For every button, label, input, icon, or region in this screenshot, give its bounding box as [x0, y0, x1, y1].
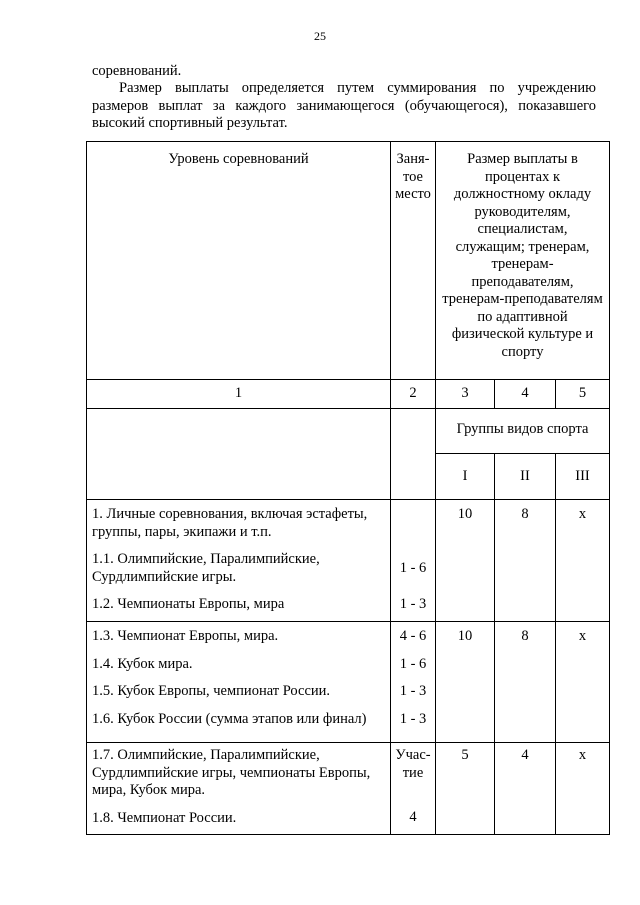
value-group-I: 5 — [436, 743, 495, 835]
group-III: III — [556, 454, 610, 500]
item-place: Учас- тие — [395, 747, 431, 781]
value-group-II: 4 — [495, 743, 556, 835]
groups-title-row — [87, 409, 610, 454]
column-number-1: 1 — [87, 380, 391, 409]
paragraph-payment-rule: Размер выплаты определяется путем суммирования по учреждению размеров выплат за каждого занимающегося (обучающегося), показавшего высокий спортивный результат. — [92, 80, 596, 131]
block-2-places — [391, 622, 436, 743]
item-label: 1.6. Кубок России (сумма этапов или финал) — [92, 710, 367, 727]
payment-table — [86, 141, 610, 835]
value-group-III: х — [556, 622, 610, 743]
table-row-block-3 — [87, 743, 610, 835]
item-label: 1.8. Чемпионат России. — [92, 809, 237, 826]
text-line-continuation: соревнований. — [92, 63, 182, 79]
item-place: 4 — [409, 809, 417, 825]
item-label: 1.2. Чемпионаты Европы, мира — [92, 596, 285, 612]
item-place: 1 - 3 — [399, 596, 427, 612]
value-group-III: х — [556, 743, 610, 835]
value-group-II: 8 — [495, 500, 556, 622]
item-label: 1.7. Олимпийские, Паралимпийские, Сурдлимпийские игры, чемпионаты Европы, мира, Кубок мира. — [92, 747, 371, 798]
value-group-II: 8 — [495, 622, 556, 743]
block-1-places — [391, 500, 436, 622]
table-row-block-2 — [87, 622, 610, 743]
column-number-5: 5 — [556, 380, 610, 409]
item-place: 4 - 6 — [399, 628, 427, 644]
item-place: 1 - 3 — [399, 710, 427, 727]
block-3-places — [391, 743, 436, 835]
column-number-4: 4 — [495, 380, 556, 409]
groups-title: Группы видов спорта — [436, 409, 610, 454]
table-row-block-1 — [87, 500, 610, 622]
empty-cell — [87, 409, 391, 500]
empty-cell — [391, 409, 436, 500]
item-label: 1.3. Чемпионат Европы, мира. — [92, 628, 279, 644]
page-number: 25 — [314, 29, 326, 43]
block-3-labels — [87, 743, 391, 835]
item-place: 1 - 3 — [399, 683, 427, 699]
group-II: II — [495, 454, 556, 500]
item-place: 1 - 6 — [399, 655, 427, 672]
header-row — [87, 142, 610, 380]
value-group-I: 10 — [436, 500, 495, 622]
item-label: 1.5. Кубок Европы, чемпионат России. — [92, 683, 331, 699]
block-1-labels — [87, 500, 391, 622]
block-2-labels — [87, 622, 391, 743]
value-group-I: 10 — [436, 622, 495, 743]
item-label: 1. Личные соревнования, включая эстафеты, группы, пары, экипажи и т.п. — [92, 506, 368, 540]
column-number-row — [87, 380, 610, 409]
value-group-III: х — [556, 500, 610, 622]
header-payment: Размер выплаты в процентах к должностному окладу руководителям, специалистам, служащим; тренерам, тренерам-преподавателям, тренерам-преподавателям по адаптивной физической культуре и спорту — [436, 142, 610, 380]
item-label: 1.1. Олимпийские, Паралимпийские, Сурдлимпийские игры. — [92, 551, 320, 585]
header-place: Заня- тое место — [391, 142, 436, 380]
item-label: 1.4. Кубок мира. — [92, 655, 193, 672]
column-number-3: 3 — [436, 380, 495, 409]
group-I: I — [436, 454, 495, 500]
column-number-2: 2 — [391, 380, 436, 409]
header-level: Уровень соревнований — [87, 142, 391, 380]
item-place: 1 - 6 — [399, 560, 427, 576]
